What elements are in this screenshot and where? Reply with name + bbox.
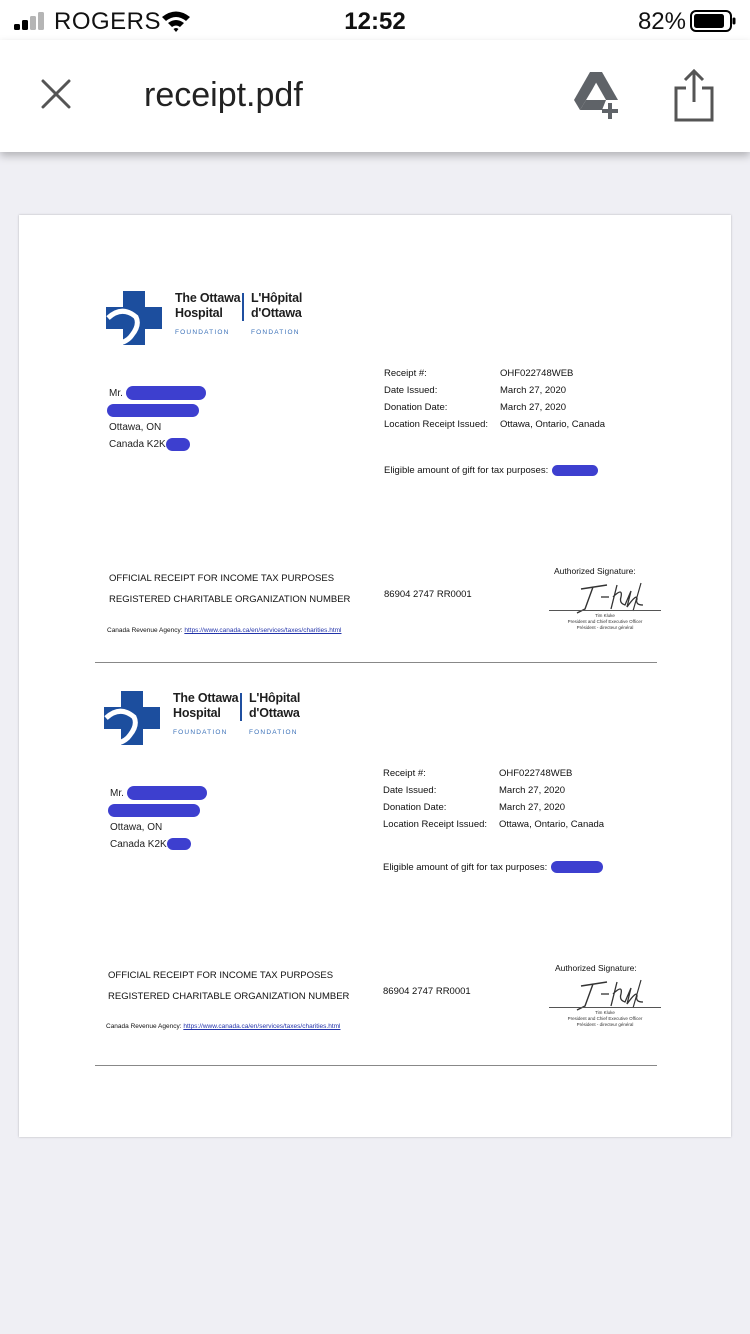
signatory-name: Tim Kluke (595, 613, 615, 618)
logo-foundation-fr: FONDATION (251, 329, 300, 336)
signatory-title-fr: Président - directeur général (576, 625, 634, 630)
eligible-amount-label: Eligible amount of gift for tax purposes: (383, 861, 548, 873)
logo-foundation-en: FOUNDATION (173, 729, 228, 736)
signature-line (549, 610, 661, 611)
logo-fr-line2: d'Ottawa (249, 706, 300, 720)
receipt-details (384, 365, 605, 433)
cra-label: Canada Revenue Agency: (107, 627, 183, 634)
logo-fr-line2: d'Ottawa (251, 306, 302, 320)
close-icon (41, 79, 71, 109)
signature-image (567, 978, 659, 1014)
recipient-postal: Canada K2K (110, 839, 167, 850)
detail-label: Date Issued: (383, 785, 437, 796)
eligible-amount (384, 465, 598, 476)
detail-value: Ottawa, Ontario, Canada (499, 819, 605, 830)
share-icon[interactable] (672, 68, 716, 124)
official-receipt-text (108, 965, 349, 1007)
official-line: REGISTERED CHARITABLE ORGANIZATION NUMBER (108, 991, 350, 1002)
detail-label: Donation Date: (384, 402, 448, 413)
cra-link-row (106, 1023, 341, 1030)
signature-image (567, 581, 659, 617)
signatory-title-en: President and Chief Executive Officer (567, 1016, 643, 1021)
cra-link[interactable]: https://www.canada.ca/en/services/taxes/charities.html (183, 1023, 341, 1030)
signature-label: Authorized Signature: (555, 963, 637, 973)
official-line: OFFICIAL RECEIPT FOR INCOME TAX PURPOSES (108, 970, 334, 981)
logo-foundation-fr: FONDATION (249, 729, 298, 736)
redaction-mark (127, 786, 207, 800)
receipt-details (383, 765, 604, 833)
signatory-title-fr: Président - directeur général (576, 1022, 634, 1027)
logo-en-line2: Hospital (175, 306, 223, 320)
recipient-city: Ottawa, ON (109, 422, 162, 433)
redaction-mark (108, 804, 200, 817)
detail-value: OHF022748WEB (500, 368, 574, 379)
signatory-title-en: President and Chief Executive Officer (567, 619, 643, 624)
recipient-salutation: Mr. (110, 788, 124, 799)
viewer-toolbar (0, 40, 750, 152)
detail-value: March 27, 2020 (499, 785, 566, 796)
document-title: receipt.pdf (144, 76, 303, 114)
clock: 12:52 (344, 8, 406, 35)
redaction-mark (552, 465, 598, 476)
status-bar (0, 0, 750, 40)
receipt-copy (19, 615, 731, 1030)
logo-en-line1: The Ottawa (175, 291, 241, 305)
redaction-mark (107, 404, 199, 417)
logo-en-line1: The Ottawa (173, 691, 239, 705)
battery-percent: 82% (637, 8, 686, 35)
official-line: REGISTERED CHARITABLE ORGANIZATION NUMBER (109, 594, 351, 605)
detail-label: Location Receipt Issued: (383, 819, 488, 830)
charity-number: 86904 2747 RR0001 (383, 986, 471, 997)
redaction-mark (551, 861, 603, 873)
logo-fr-line1: L'Hôpital (249, 691, 301, 705)
pdf-page[interactable] (19, 215, 731, 1137)
hospital-cross-icon (104, 691, 160, 745)
redaction-mark (126, 386, 206, 400)
detail-label: Receipt #: (383, 768, 426, 779)
charity-number: 86904 2747 RR0001 (384, 589, 472, 600)
recipient-salutation: Mr. (109, 388, 123, 399)
cra-label: Canada Revenue Agency: (106, 1023, 182, 1030)
detail-value: March 27, 2020 (500, 402, 567, 413)
foundation-logo (104, 691, 324, 747)
logo-divider (240, 693, 242, 721)
official-receipt-text (109, 568, 350, 610)
official-line: OFFICIAL RECEIPT FOR INCOME TAX PURPOSES (109, 573, 335, 584)
detail-value: OHF022748WEB (499, 768, 573, 779)
detail-label: Location Receipt Issued: (384, 419, 489, 430)
carrier-name: ROGERS (54, 8, 162, 35)
detail-value: Ottawa, Ontario, Canada (500, 419, 606, 430)
detail-value: March 27, 2020 (499, 802, 566, 813)
redaction-mark (167, 838, 191, 850)
logo-fr-line1: L'Hôpital (251, 291, 303, 305)
signature-line (549, 1007, 661, 1008)
hospital-cross-icon (106, 291, 162, 345)
eligible-amount-label: Eligible amount of gift for tax purposes: (384, 465, 549, 476)
redaction-mark (166, 438, 190, 451)
detail-label: Donation Date: (383, 802, 447, 813)
signatory (549, 1010, 661, 1028)
receipt-copy (19, 215, 731, 634)
recipient-postal: Canada K2K (109, 439, 166, 450)
drive-add-icon[interactable] (572, 70, 626, 120)
logo-divider (242, 293, 244, 321)
detail-label: Receipt #: (384, 368, 427, 379)
cra-link[interactable]: https://www.canada.ca/en/services/taxes/charities.html (184, 627, 342, 634)
recipient-address (109, 385, 206, 453)
recipient-address (110, 785, 207, 853)
logo-en-line2: Hospital (173, 706, 221, 720)
detail-value: March 27, 2020 (500, 385, 567, 396)
cut-line (95, 1065, 657, 1066)
close-button[interactable] (30, 68, 82, 120)
signature-label: Authorized Signature: (554, 566, 636, 576)
eligible-amount (383, 861, 603, 873)
recipient-city: Ottawa, ON (110, 822, 163, 833)
signatory-name: Tim Kluke (595, 1010, 615, 1015)
foundation-logo (106, 291, 326, 347)
logo-foundation-en: FOUNDATION (175, 329, 230, 336)
battery-icon (690, 10, 736, 32)
detail-label: Date Issued: (384, 385, 438, 396)
